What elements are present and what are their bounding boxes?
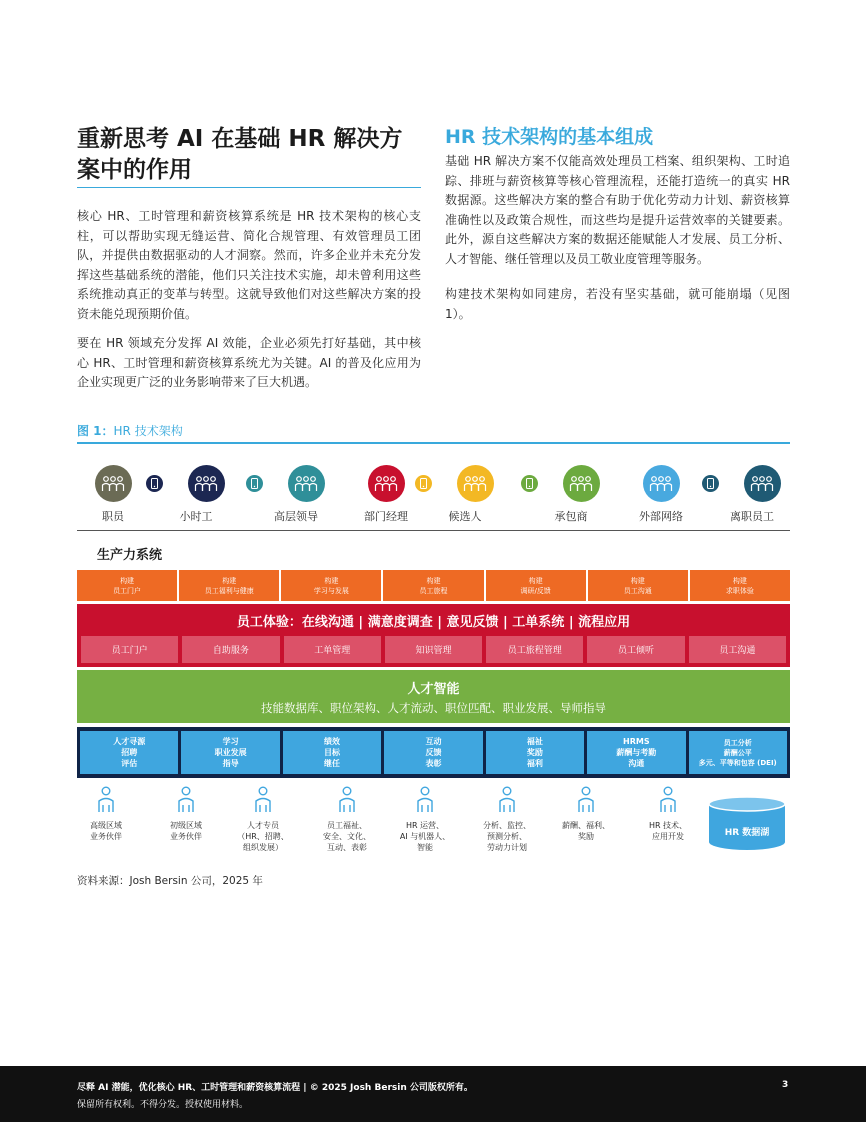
hr-module-line: 学习 xyxy=(222,737,239,746)
persona-icon-group xyxy=(611,465,711,502)
hr-module-line: 沟通 xyxy=(628,759,645,768)
role-label-line: 预测分析、 xyxy=(487,832,527,841)
build-row xyxy=(77,570,790,601)
hr-module-line: 表彰 xyxy=(425,759,442,768)
persona-label: 外部网络 xyxy=(639,510,683,523)
hr-module-cell xyxy=(384,731,482,774)
role-0 xyxy=(65,786,147,842)
role-label xyxy=(627,820,709,842)
build-cell-bottom: 调研/反馈 xyxy=(520,586,551,595)
build-cell xyxy=(690,570,790,601)
role-label-line: 员工福祉、 xyxy=(327,821,367,830)
role-label-line: 高级区域 xyxy=(90,821,122,830)
person-icon xyxy=(338,786,356,814)
hr-module-line: 薪酬与考勤 xyxy=(616,748,657,757)
people-group-icon xyxy=(457,465,494,502)
hr-module-line: 职业发展 xyxy=(214,748,247,757)
persona-4 xyxy=(415,465,515,524)
talent-intelligence-subtitle: 技能数据库、职位架构、人才流动、职位匹配、职业发展、导师指导 xyxy=(261,701,606,715)
person-icon xyxy=(577,786,595,814)
role-1 xyxy=(145,786,227,842)
employee-experience-item: 员工门户 xyxy=(81,636,178,663)
figure-label xyxy=(77,422,183,439)
hr-module-line: 招聘 xyxy=(121,748,138,757)
persona-6 xyxy=(611,465,711,524)
persona-label: 小时工 xyxy=(179,510,213,523)
build-cell-bottom: 员工旅程 xyxy=(419,586,448,595)
build-cell-bottom: 学习与发展 xyxy=(313,586,349,595)
role-label-line: 初级区域 xyxy=(170,821,202,830)
build-cell-top: 构建 xyxy=(732,576,747,585)
people-group-icon xyxy=(744,465,781,502)
role-label xyxy=(145,820,227,842)
build-cell-top: 构建 xyxy=(222,576,237,585)
people-group-icon xyxy=(563,465,600,502)
hr-module-line: 互动 xyxy=(425,737,442,746)
people-group-icon xyxy=(188,465,225,502)
persona-5 xyxy=(521,465,621,524)
heading-divider xyxy=(77,187,421,188)
hr-module-cell xyxy=(689,731,787,774)
build-cell xyxy=(179,570,279,601)
hr-module-line: 薪酬公平 xyxy=(723,748,752,757)
persona-label: 高层领导 xyxy=(274,510,318,523)
footer-title: 尽释 AI 潜能，优化核心 HR、工时管理和薪资核算流程 | © 2025 Josh Bersin 公司版权所有。 xyxy=(77,1083,473,1093)
persona-label: 职员 xyxy=(102,510,124,523)
role-6 xyxy=(545,786,627,842)
build-cell-top: 构建 xyxy=(120,576,135,585)
role-4 xyxy=(384,786,466,853)
hr-module-line: 评估 xyxy=(121,759,138,768)
hr-data-lake xyxy=(707,796,787,851)
build-cell-bottom: 员工沟通 xyxy=(623,586,652,595)
role-label-line: 薪酬、福利、 xyxy=(562,821,610,830)
role-label-line: 智能 xyxy=(417,843,433,852)
persona-2 xyxy=(246,465,346,524)
build-cell xyxy=(281,570,381,601)
mobile-phone-icon xyxy=(521,475,538,492)
build-cell-bottom: 员工门户 xyxy=(113,586,142,595)
hr-module-line: 多元、平等和包容 (DEI) xyxy=(698,758,777,767)
hr-module-line: 目标 xyxy=(324,748,341,757)
hr-module-line: 指导 xyxy=(222,759,239,768)
persona-icon-group xyxy=(415,465,515,502)
build-cell-top: 构建 xyxy=(426,576,441,585)
role-label-line: 人才专员 xyxy=(247,821,279,830)
hr-module-line: 福祉 xyxy=(526,737,543,746)
data-lake-label: HR 数据湖 xyxy=(724,828,770,838)
hr-module-line: 福利 xyxy=(526,759,543,768)
hr-module-line: 员工分析 xyxy=(723,738,752,747)
paragraph-2: 要在 HR 领域充分发挥 AI 效能，企业必须先打好基础，其中核心 HR、工时管理和薪资核算系统尤为关键。AI 的普及化应用为企业实现更广泛的业务影响带来了巨大机遇。 xyxy=(77,336,421,389)
build-cell-top: 构建 xyxy=(528,576,543,585)
page-number: 3 xyxy=(782,1080,789,1090)
hr-module-cell xyxy=(283,731,381,774)
person-icon xyxy=(659,786,677,814)
build-cell xyxy=(588,570,688,601)
employee-experience-item: 知识管理 xyxy=(385,636,482,663)
hr-modules-block xyxy=(77,727,790,778)
person-icon xyxy=(254,786,272,814)
people-group-icon xyxy=(643,465,680,502)
role-3 xyxy=(306,786,388,853)
persona-label: 候选人 xyxy=(448,510,482,523)
role-label-line: 组织发展） xyxy=(243,843,283,852)
role-label-line: 分析、监控、 xyxy=(483,821,531,830)
persona-1 xyxy=(146,465,246,524)
role-label-line: AI 与机器人、 xyxy=(399,832,451,841)
source-note: 资料来源：Josh Bersin 公司，2025 年 xyxy=(77,875,263,887)
page-footer xyxy=(0,1066,866,1122)
role-label-line: 业务伙伴 xyxy=(170,832,202,841)
hr-module-line: 人才寻源 xyxy=(113,737,146,746)
hr-module-line: 继任 xyxy=(324,759,341,768)
role-5 xyxy=(466,786,548,853)
role-label-line: 业务伙伴 xyxy=(90,832,122,841)
figure-label-prefix: 图 1： xyxy=(77,424,114,438)
hr-module-cell xyxy=(486,731,584,774)
mobile-phone-icon xyxy=(415,475,432,492)
figure-divider xyxy=(77,442,790,444)
footer-rights: 保留所有权利。不得分发。授权使用材料。 xyxy=(77,1100,249,1110)
role-label-line: 奖励 xyxy=(578,832,594,841)
figure-label-text: HR 技术架构 xyxy=(113,424,183,438)
person-icon xyxy=(177,786,195,814)
persona-icon-group xyxy=(246,465,346,502)
people-group-icon xyxy=(368,465,405,502)
role-7 xyxy=(627,786,709,842)
build-cell xyxy=(383,570,483,601)
paragraph-1: 核心 HR、工时管理和薪资核算系统是 HR 技术架构的核心支柱，可以帮助实现无缝运营、简化合规管理、有效管理员工团队，并提供由数据驱动的人才洞察。然而，许多企业并未充分发挥这些基础系统的潜能，他们只关注技术实施，却未曾利用这些系统推动真正的变革与转型。这就导致他们对这些解决方案的投资未能兑现预期价值。 xyxy=(77,209,421,321)
role-label xyxy=(222,820,304,853)
employee-experience-item: 员工倾听 xyxy=(587,636,684,663)
mobile-phone-icon xyxy=(146,475,163,492)
role-label xyxy=(65,820,147,842)
hr-module-line: HRMS xyxy=(623,737,650,746)
role-label-line: 应用开发 xyxy=(652,832,684,841)
employee-experience-buttons xyxy=(81,636,786,663)
role-2 xyxy=(222,786,304,853)
hr-modules-row xyxy=(80,731,787,774)
role-label-line: （HR、招聘、 xyxy=(237,832,289,841)
role-label xyxy=(545,820,627,842)
person-icon xyxy=(416,786,434,814)
build-cell-top: 构建 xyxy=(324,576,339,585)
people-group-icon xyxy=(288,465,325,502)
employee-experience-title: 员工体验：在线沟通 | 满意度调查 | 意见反馈 | 工单系统 | 流程应用 xyxy=(236,615,631,630)
talent-intelligence-title: 人才智能 xyxy=(407,682,460,697)
people-group-icon xyxy=(95,465,132,502)
hr-module-cell xyxy=(181,731,279,774)
employee-experience-item: 自助服务 xyxy=(182,636,279,663)
hr-module-cell xyxy=(587,731,685,774)
role-label xyxy=(306,820,388,853)
persona-label: 部门经理 xyxy=(364,510,408,523)
build-cell-bottom: 求职体验 xyxy=(725,586,754,595)
role-label xyxy=(466,820,548,853)
role-label-line: HR 技术、 xyxy=(648,821,688,830)
employee-experience-block xyxy=(77,604,790,667)
persona-label: 离职员工 xyxy=(730,510,774,523)
hr-module-line: 反馈 xyxy=(425,748,442,757)
hr-module-line: 绩效 xyxy=(324,737,341,746)
build-cell-top: 构建 xyxy=(630,576,645,585)
role-label-line: HR 运营、 xyxy=(405,821,445,830)
person-icon xyxy=(97,786,115,814)
hr-module-line: 奖励 xyxy=(526,748,543,757)
database-icon xyxy=(707,796,787,851)
role-label-line: 互动、表彰 xyxy=(327,843,367,852)
build-cell-bottom: 员工福利与健康 xyxy=(204,586,254,595)
persona-icon-group xyxy=(702,465,802,502)
role-label xyxy=(384,820,466,853)
mobile-phone-icon xyxy=(246,475,263,492)
employee-experience-item: 员工沟通 xyxy=(689,636,786,663)
persona-icon-group xyxy=(146,465,246,502)
employee-experience-item: 工单管理 xyxy=(284,636,381,663)
paragraph-4: 构建技术架构如同建房，若没有坚实基础，就可能崩塌（见图 1）。 xyxy=(445,287,790,321)
build-cell xyxy=(486,570,586,601)
persona-7 xyxy=(702,465,802,524)
paragraph-3: 基础 HR 解决方案不仅能高效处理员工档案、组织架构、工时追踪、排班与薪资核算等核心管理流程，还能打造统一的真实 HR 数据源。这些解决方案的整合有助于优化劳动力计划、薪资核算准确性以及政策合规性，而这些均是提升运营效率的关键要素。此外，源自这些解决方案的数据还能赋能人才发展、员工分析、人才智能、继任管理以及员工敬业度管理等服务。 xyxy=(445,154,790,266)
persona-divider xyxy=(77,530,790,531)
person-icon xyxy=(498,786,516,814)
build-cell xyxy=(77,570,177,601)
left-heading: 重新思考 AI 在基础 HR 解决方案中的作用 xyxy=(77,126,403,183)
talent-intelligence-block xyxy=(77,670,790,723)
persona-label: 承包商 xyxy=(554,510,588,523)
role-label-line: 劳动力计划 xyxy=(487,843,527,852)
persona-icon-group xyxy=(521,465,621,502)
employee-experience-item: 员工旅程管理 xyxy=(486,636,583,663)
mobile-phone-icon xyxy=(702,475,719,492)
right-heading: HR 技术架构的基本组成 xyxy=(445,126,654,148)
role-label-line: 安全、文化、 xyxy=(323,832,371,841)
hr-module-cell xyxy=(80,731,178,774)
productivity-title: 生产力系统 xyxy=(97,548,163,563)
